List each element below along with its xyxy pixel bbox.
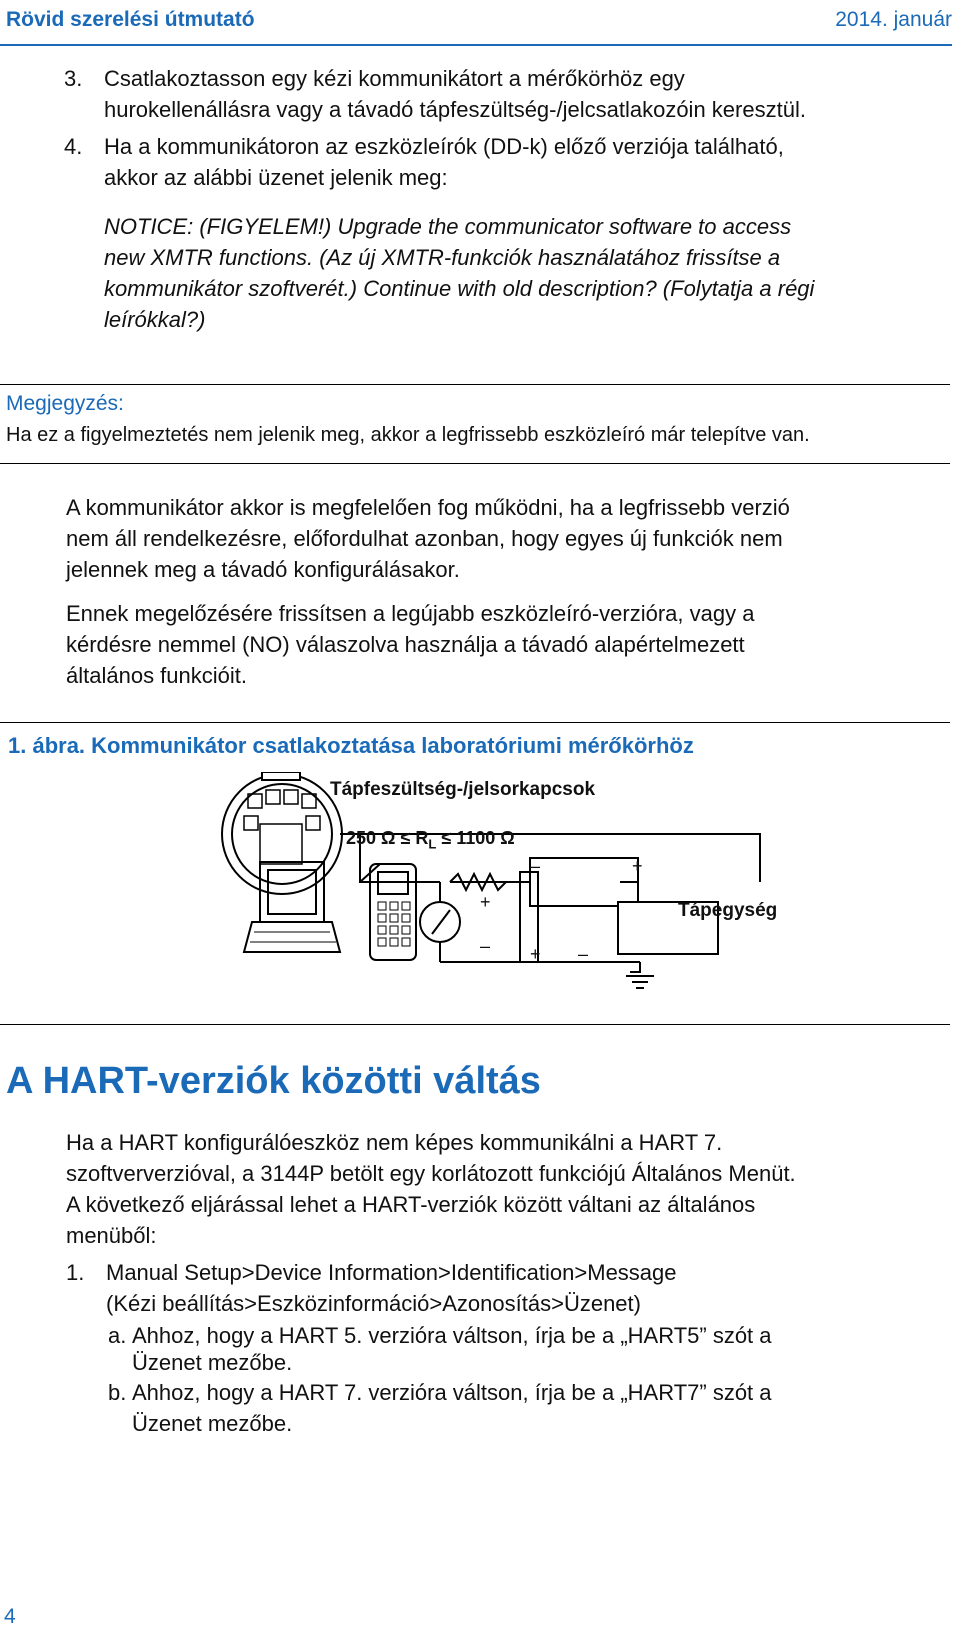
plus-sign: + xyxy=(530,944,541,964)
note-top-rule xyxy=(0,384,950,385)
plus-sign: + xyxy=(480,892,491,912)
paragraph-line: általános funkcióit. xyxy=(66,663,247,688)
figure-bottom-rule xyxy=(0,1024,950,1025)
section-intro xyxy=(66,1127,796,1251)
step-4 xyxy=(64,131,784,193)
notice-line: new XMTR functions. (Az új XMTR-funkciók használatához frissítse a xyxy=(104,245,781,270)
sub-step-line: Ahhoz, hogy a HART 5. verzióra váltson, írja be a „HART5” szót a xyxy=(132,1323,772,1348)
note-bottom-rule xyxy=(0,463,950,464)
figure-title: 1. ábra. Kommunikátor csatlakoztatása laboratóriumi mérőkörhöz xyxy=(8,733,694,758)
minus-sign: – xyxy=(480,936,491,956)
step-text-line: Ha a kommunikátoron az eszközleírók (DD-k) előző verziója található, xyxy=(104,134,784,159)
power-supply-label: Tápegység xyxy=(678,900,778,921)
resistor-range-label: 250 $\Omega \le R_L \le 1100$ Ω xyxy=(346,828,515,852)
sub-step-a xyxy=(108,1322,772,1376)
step-number: 3. xyxy=(64,66,83,91)
notice-line: kommunikátor szoftverét.) Continue with old description? (Folytatja a régi xyxy=(104,276,815,301)
note-title: Megjegyzés: xyxy=(6,392,124,415)
page-number: 4 xyxy=(4,1605,16,1628)
sub-step-label: a. xyxy=(108,1323,127,1348)
plus-sign: + xyxy=(632,856,643,876)
paragraph-line: Ennek megelőzésére frissítsen a legújabb eszközleíró-verzióra, vagy a xyxy=(66,601,755,626)
step-text-line: Manual Setup>Device Information>Identification>Message xyxy=(106,1260,677,1285)
sub-step-line: Ahhoz, hogy a HART 7. verzióra váltson, írja be a „HART7” szót a xyxy=(132,1380,772,1405)
communicator-icon xyxy=(360,864,416,960)
paragraph-line: jelennek meg a távadó konfigurálásakor. xyxy=(66,557,460,582)
paragraph-line: nem áll rendelkezésre, előfordulhat azonban, hogy egyes új funkciók nem xyxy=(66,526,783,551)
paragraph-line: Ha a HART konfigurálóeszköz nem képes kommunikálni a HART 7. xyxy=(66,1130,723,1155)
paragraph-line: szoftververzióval, a 3144P betölt egy korlátozott funkciójú Általános Menüt. xyxy=(66,1161,796,1186)
notice-line: NOTICE: (FIGYELEM!) Upgrade the communicator software to access xyxy=(104,214,792,239)
minus-sign: – xyxy=(578,944,589,964)
step-text-line: hurokellenállásra vagy a távadó tápfeszültség-/jelcsatlakozóin keresztül. xyxy=(104,97,806,122)
header-divider xyxy=(0,44,952,46)
step-3 xyxy=(64,63,806,125)
step-text-line: (Kézi beállítás>Eszközinformáció>Azonosítás>Üzenet) xyxy=(106,1291,641,1316)
paragraph-line: kérdésre nemmel (NO) válaszolva használja a távadó alapértelmezett xyxy=(66,632,745,657)
paragraph-line: A kommunikátor akkor is megfelelően fog működni, ha a legfrissebb verzió xyxy=(66,495,790,520)
paragraph-1 xyxy=(66,492,790,585)
paragraph-line: A következő eljárással lehet a HART-verziók között váltani az általános xyxy=(66,1192,756,1217)
sub-step-b xyxy=(108,1377,772,1439)
step-number: 1. xyxy=(66,1260,85,1285)
step-text-line: Csatlakoztasson egy kézi kommunikátort a mérőkörhöz egy xyxy=(104,66,685,91)
notice-message xyxy=(104,211,814,335)
step-number: 4. xyxy=(64,134,83,159)
paragraph-2 xyxy=(66,598,754,691)
note-text: Ha ez a figyelmeztetés nem jelenik meg, akkor a legfrissebb eszközleíró már telepítve van. xyxy=(6,424,810,446)
minus-sign: – xyxy=(530,856,541,876)
circuit-diagram xyxy=(220,772,800,992)
figure-top-rule xyxy=(0,722,950,723)
sub-step-line: Üzenet mezőbe. xyxy=(132,1411,293,1436)
sub-step-label: b. xyxy=(108,1380,127,1405)
step-text-line: akkor az alábbi üzenet jelenik meg: xyxy=(104,165,448,190)
paragraph-line: menüből: xyxy=(66,1223,157,1248)
header-date: 2014. január xyxy=(835,8,952,31)
notice-line: leírókkal?) xyxy=(104,307,206,332)
sub-step-line: Üzenet mezőbe. xyxy=(132,1350,293,1375)
section-step-1 xyxy=(66,1257,677,1319)
header-title: Rövid szerelési útmutató xyxy=(6,8,255,31)
terminals-label: Tápfeszültség-/jelsorkapcsok xyxy=(330,779,596,800)
section-title: A HART-verziók közötti váltás xyxy=(6,1060,541,1102)
